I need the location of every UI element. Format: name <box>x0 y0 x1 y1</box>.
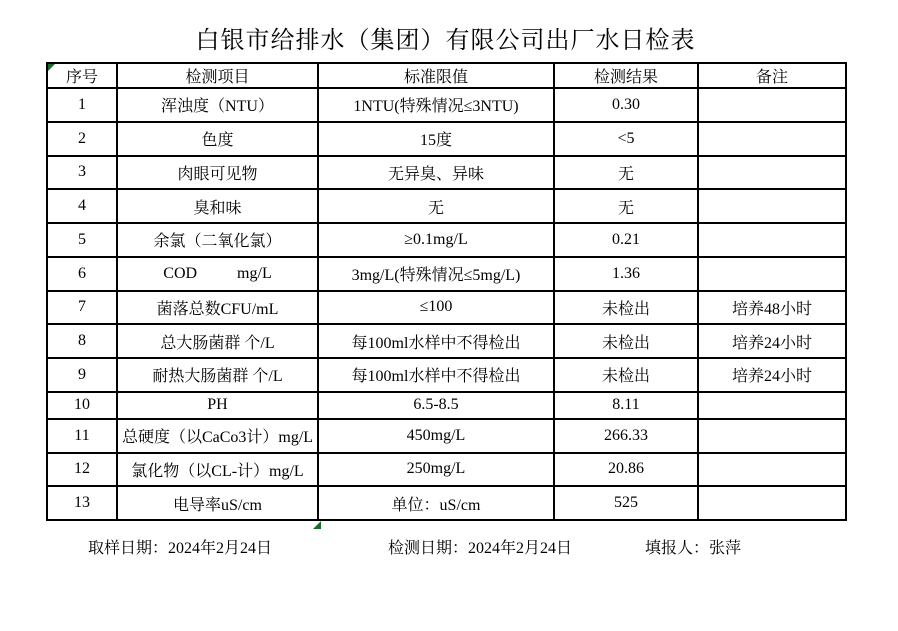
table-cell[interactable]: 12 <box>47 453 117 487</box>
table-cell[interactable]: 8.11 <box>554 392 698 419</box>
table-cell[interactable]: PH <box>117 392 318 419</box>
table-cell[interactable]: 总大肠菌群 个/L <box>117 324 318 358</box>
table-cell[interactable]: 4 <box>47 189 117 223</box>
table-cell[interactable]: 250mg/L <box>318 453 554 487</box>
table-cell[interactable]: 6.5-8.5 <box>318 392 554 419</box>
table-row <box>47 156 846 190</box>
table-cell[interactable] <box>698 257 846 291</box>
column-header[interactable]: 备注 <box>698 63 846 88</box>
table-cell[interactable]: ≤100 <box>318 291 554 325</box>
table-cell[interactable]: 未检出 <box>554 324 698 358</box>
table-cell[interactable]: 单位：uS/cm <box>318 486 554 520</box>
table-cell[interactable]: 9 <box>47 358 117 392</box>
table-body <box>47 88 846 520</box>
table-cell[interactable]: 无异臭、异味 <box>318 156 554 190</box>
sampling-date: 取样日期：2024年2月24日 <box>88 540 273 557</box>
table-row <box>47 223 846 257</box>
table-cell[interactable]: 0.30 <box>554 88 698 122</box>
table-row <box>47 189 846 223</box>
table-cell[interactable]: 余氯（二氧化氯） <box>117 223 318 257</box>
table-cell[interactable]: 3mg/L(特殊情况≤5mg/L) <box>318 257 554 291</box>
table-cell[interactable]: 培养24小时 <box>698 324 846 358</box>
table-cell[interactable]: 无 <box>554 156 698 190</box>
table-row <box>47 122 846 156</box>
table-cell[interactable]: 1NTU(特殊情况≤3NTU) <box>318 88 554 122</box>
table-cell[interactable]: 臭和味 <box>117 189 318 223</box>
table-cell[interactable]: 13 <box>47 486 117 520</box>
column-header[interactable]: 标准限值 <box>318 63 554 88</box>
table-row <box>47 486 846 520</box>
table-cell[interactable]: 肉眼可见物 <box>117 156 318 190</box>
table-cell[interactable]: 氯化物（以CL-计）mg/L <box>117 453 318 487</box>
table-cell[interactable] <box>698 189 846 223</box>
table-cell[interactable]: 1 <box>47 88 117 122</box>
table-cell[interactable]: <5 <box>554 122 698 156</box>
table-row <box>47 358 846 392</box>
table-cell[interactable]: 总硬度（以CaCo3计）mg/L <box>117 419 318 453</box>
column-header[interactable]: 检测结果 <box>554 63 698 88</box>
table-cell[interactable]: 0.21 <box>554 223 698 257</box>
table-row <box>47 291 846 325</box>
table-cell[interactable]: COD mg/L <box>117 257 318 291</box>
table-row <box>47 453 846 487</box>
header-row <box>47 63 846 88</box>
table-row <box>47 257 846 291</box>
table-cell[interactable]: 6 <box>47 257 117 291</box>
table-cell[interactable]: 3 <box>47 156 117 190</box>
table-cell[interactable]: 培养48小时 <box>698 291 846 325</box>
reporter-name: 填报人：张萍 <box>645 540 742 557</box>
table-cell[interactable]: 5 <box>47 223 117 257</box>
table-cell[interactable]: 未检出 <box>554 291 698 325</box>
table-cell[interactable] <box>698 486 846 520</box>
testing-date: 检测日期：2024年2月24日 <box>388 540 573 557</box>
column-header[interactable]: 序号 <box>47 63 117 88</box>
table-cell[interactable]: 20.86 <box>554 453 698 487</box>
table-cell[interactable]: 无 <box>318 189 554 223</box>
footer <box>0 535 898 557</box>
table-cell[interactable]: 菌落总数CFU/mL <box>117 291 318 325</box>
page-title: 白银市给排水（集团）有限公司出厂水日检表 <box>195 28 696 54</box>
table-row <box>47 88 846 122</box>
table-row <box>47 324 846 358</box>
column-header[interactable]: 检测项目 <box>117 63 318 88</box>
table-cell[interactable]: 450mg/L <box>318 419 554 453</box>
table-cell[interactable] <box>698 453 846 487</box>
table-cell[interactable]: 每100ml水样中不得检出 <box>318 358 554 392</box>
fill-handle-icon <box>313 521 321 529</box>
table-cell[interactable]: 7 <box>47 291 117 325</box>
table-cell[interactable]: 8 <box>47 324 117 358</box>
table-cell[interactable]: ≥0.1mg/L <box>318 223 554 257</box>
table-cell[interactable] <box>698 88 846 122</box>
cell-corner-marker-icon <box>48 64 55 71</box>
table-cell[interactable] <box>698 122 846 156</box>
table-cell[interactable]: 15度 <box>318 122 554 156</box>
table-cell[interactable]: 浑浊度（NTU） <box>117 88 318 122</box>
table-cell[interactable]: 耐热大肠菌群 个/L <box>117 358 318 392</box>
table-row <box>47 392 846 419</box>
inspection-table <box>46 62 847 521</box>
table-cell[interactable]: 10 <box>47 392 117 419</box>
table-row <box>47 419 846 453</box>
table-cell[interactable] <box>698 419 846 453</box>
table-cell[interactable]: 266.33 <box>554 419 698 453</box>
table-cell[interactable]: 未检出 <box>554 358 698 392</box>
table-cell[interactable]: 2 <box>47 122 117 156</box>
table-cell[interactable]: 电导率uS/cm <box>117 486 318 520</box>
table-cell[interactable]: 1.36 <box>554 257 698 291</box>
table-cell[interactable]: 培养24小时 <box>698 358 846 392</box>
table-cell[interactable]: 525 <box>554 486 698 520</box>
table-cell[interactable]: 每100ml水样中不得检出 <box>318 324 554 358</box>
table-cell[interactable] <box>698 156 846 190</box>
table-cell[interactable]: 无 <box>554 189 698 223</box>
table-cell[interactable]: 11 <box>47 419 117 453</box>
table-cell[interactable] <box>698 223 846 257</box>
table-cell[interactable] <box>698 392 846 419</box>
table-cell[interactable]: 色度 <box>117 122 318 156</box>
